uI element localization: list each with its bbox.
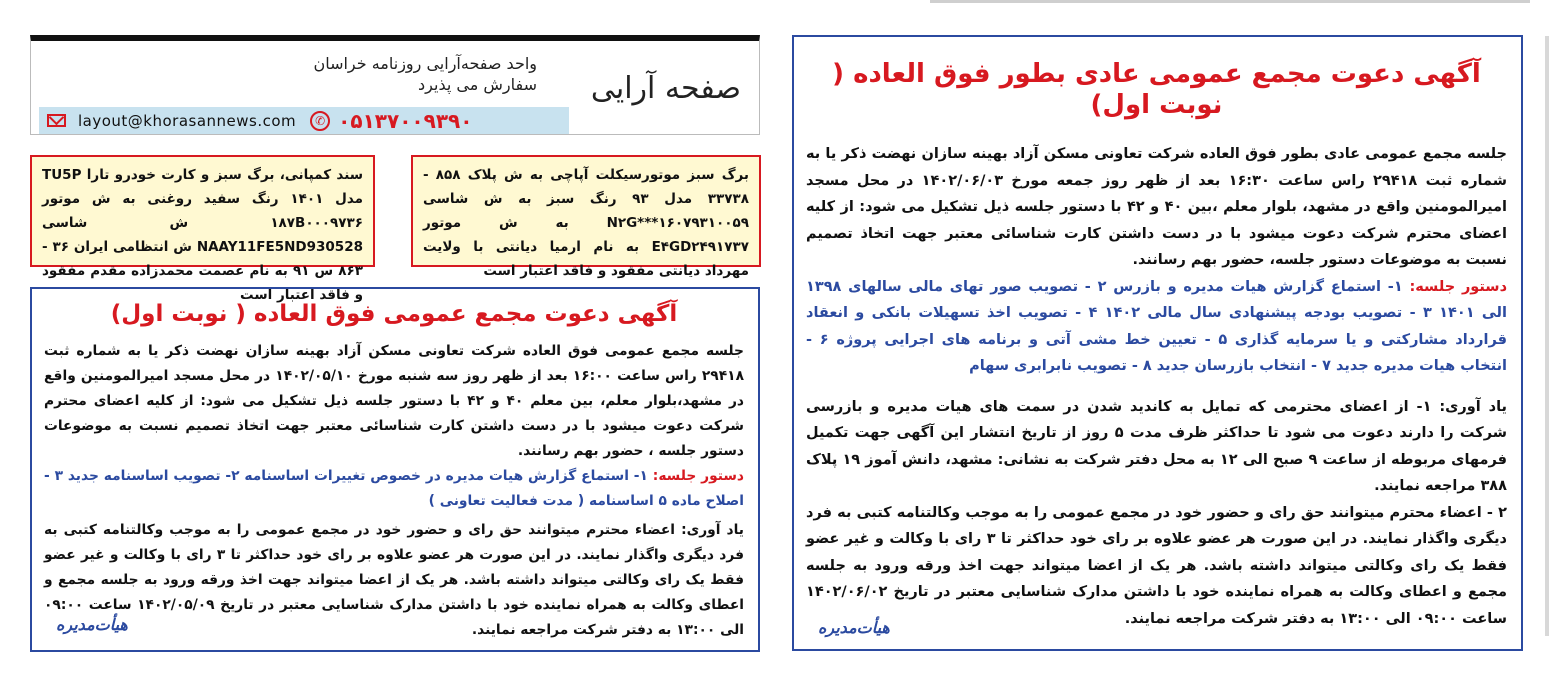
top-rule [930,0,1530,3]
layout-service-ad [30,35,760,135]
page-edge [1545,36,1549,636]
phone-number[interactable]: ۰۵۱۳۷۰۰۹۳۹۰ [338,108,473,133]
notice-body: جلسه مجمع عمومی فوق العاده شرکت تعاونی مسکن آزاد بهینه سازان نهضت ذکر یا به شماره ثبت ۲۹۴۱۸ راس ساعت ۱۶:۰۰ بعد از ظهر روز سه شنبه مورخ ۱۴۰۲/۰۵/۱۰ در محل مسجد امیرالمومنین واقع در مشهد،بلوار معلم، بین معلم ۴۰ و ۴۲ با دستور جلسه ذیل تشکیل می شود: از کلیه اعضای محترم شرکت دعوت میشود با در دست داشتن کارت شناسائی معتبر جهت اتخاذ تصمیم نسبت به موضوعات دستور جلسه ، حضور بهم رسانند. [44,342,745,459]
lost-notice-text: سند کمپانی، برگ سبز و کارت خودرو تارا TU5P مدل ۱۴۰۱ رنگ سفید روغنی به ش موتور ۱۸۷B۰۰۰۹۷۳۶ ش شاسی NAAY11FE5ND930528 ش انتظامی ایران ۳۶ - ۸۶۳ س ۹۱ به نام عصمت محمدزاده مقدم مفقود و فاقد اعتبار است [42,167,364,303]
notice-body: جلسه مجمع عمومی عادی بطور فوق العاده شرکت تعاونی مسکن آزاد بهینه سازان نهضت ذکر یا به شماره ثبت ۲۹۴۱۸ راس ساعت ۱۶:۳۰ بعد از ظهر روز جمعه مورخ ۱۴۰۲/۰۶/۰۳ در محل مسجد امیرالمومنین واقع در مشهد، بلوار معلم ،بین ۴۰ و ۴۲ با دستور جلسه ذیل تشکیل می شود: از کلیه اعضای محترم شرکت دعوت میشود با در دست داشتن کارت شناسائی معتبر جهت اتخاذ تصمیم نسبت به موضوعات دستور جلسه، حضور بهم رسانند. [806,146,1507,269]
email-link[interactable]: layout@khorasannews.com [78,111,297,130]
agenda-text: ۱- استماع گزارش هیات مدیره در خصوص تغییرات اساسنامه ۲- تصویب اساسنامه جدید ۳ - اصلاح ماده ۵ اساسنامه ( مدت فعالیت تعاونی ) [44,467,744,509]
board-signature: هیأت‌مدیره [818,618,890,637]
ad-line-1: واحد صفحه‌آرایی روزنامه خراسان [313,54,537,73]
agenda-label: دستور جلسه: [652,467,745,484]
phone-icon: ✆ [310,111,330,131]
notice-title: آگهی دعوت مجمع عمومی عادی بطور فوق العاده ( نوبت اول) [832,59,1481,121]
notice-agenda [44,464,744,514]
mail-icon [47,114,66,127]
board-signature: هیأت‌مدیره [56,615,128,634]
reminder-label: یاد آوری: [1439,398,1507,415]
notice-reminder-1 [806,394,1507,500]
lost-notice-motorcycle [411,155,761,279]
notice-agenda [806,274,1507,380]
agenda-label: دستور جلسه: [1409,278,1508,295]
ad-line-2: سفارش می پذیرد [418,75,537,94]
lost-notice-car [30,155,375,303]
lost-notice-text: برگ سبز موتورسیکلت آپاچی به ش پلاک ۸۵۸ - ۳۳۷۳۸ مدل ۹۳ رنگ سبز به ش شاسی N۲G***۱۶۰۷۹۳۱۰۰۵۹ به ش موتور E۴GD۲۴۹۱۷۳۷ به نام ارمیا دیانتی با ولایت مهرداد دیانتی مفقود و فاقد اعتبار است [423,167,750,279]
notice-reminder: یاد آوری: اعضاء محترم میتوانند حق رای و حضور خود در مجمع عمومی را به موجب وکالتنامه کتبی به فرد دیگری واگذار نمایند. در این صورت هر عضو علاوه بر رای خود حداکثر تا ۳ رای با وکالت و غیر عضو فقط یک رای وکالتی میتواند داشته باشد. هر یک از اعضا میتواند جهت اخذ ورقه ورود به جلسه مجمع و اعطای وکالت به همراه نماینده خود با داشتن مدارک شناسایی معتبر در تاریخ ۱۴۰۲/۰۵/۰۹ ساعت ۰۹:۰۰ الی ۱۳:۰۰ به دفتر شرکت مراجعه نمایند. [44,521,744,638]
notice-extraordinary-assembly [30,287,760,652]
ad-title: صفحه آرایی [590,71,741,106]
reminder-text-1: ۱- از اعضای محترمی که تمایل به کاندید شدن در سمت های هیات مدیره و بازرسی شرکت را دارند دعوت می شود تا حداکثر ظرف مدت ۵ روز از تاریخ انتشار این آگهی جهت تکمیل فرمهای مربوطه از ساعت ۹ صبح الی ۱۲ به محل دفتر شرکت به نشانی: مشهد، دانش آموز ۱۹ پلاک ۳۸۸ مراجعه نمایند. [806,398,1507,495]
ad-description [313,53,537,95]
notice-extraordinary-ordinary-assembly [792,35,1523,651]
agenda-text: ۱- استماع گزارش هیات مدیره و بازرس ۲ - تصویب صور تهای مالی سالهای ۱۳۹۸ الی ۱۴۰۱ ۳ - تصویب بودجه پیشنهادی سال مالی ۱۴۰۲ ۴ - تصویب اخذ تسهیلات بانکی و انعقاد قرارداد مشارکتی و یا سرمایه گذاری ۵ - تعیین خط مشی آتی و برنامه های اجرایی پروژه ۶ - انتخاب هیات مدیره جدید ۷ - انتخاب بازرسان جدید ۸ - تصویب نابرابری سهام [806,278,1507,375]
notice-title: آگهی دعوت مجمع عمومی فوق العاده ( نوبت اول) [110,301,678,327]
contact-strip [39,107,569,134]
notice-reminder-2: ۲ - اعضاء محترم میتوانند حق رای و حضور خود در مجمع عمومی را به موجب وکالتنامه کتبی به فرد دیگری واگذار نمایند. در این صورت هر عضو علاوه بر رای خود حداکثر تا ۳ رای با وکالت و غیر عضو فقط یک رای وکالتی میتواند داشته باشد. هر یک از اعضا میتواند جهت اخذ ورقه ورود به جلسه مجمع و اعطای وکالت به همراه نماینده خود با داشتن مدارک شناسایی معتبر در تاریخ ۱۴۰۲/۰۶/۰۲ ساعت ۰۹:۰۰ الی ۱۳:۰۰ به دفتر شرکت مراجعه نمایند. [806,504,1507,627]
